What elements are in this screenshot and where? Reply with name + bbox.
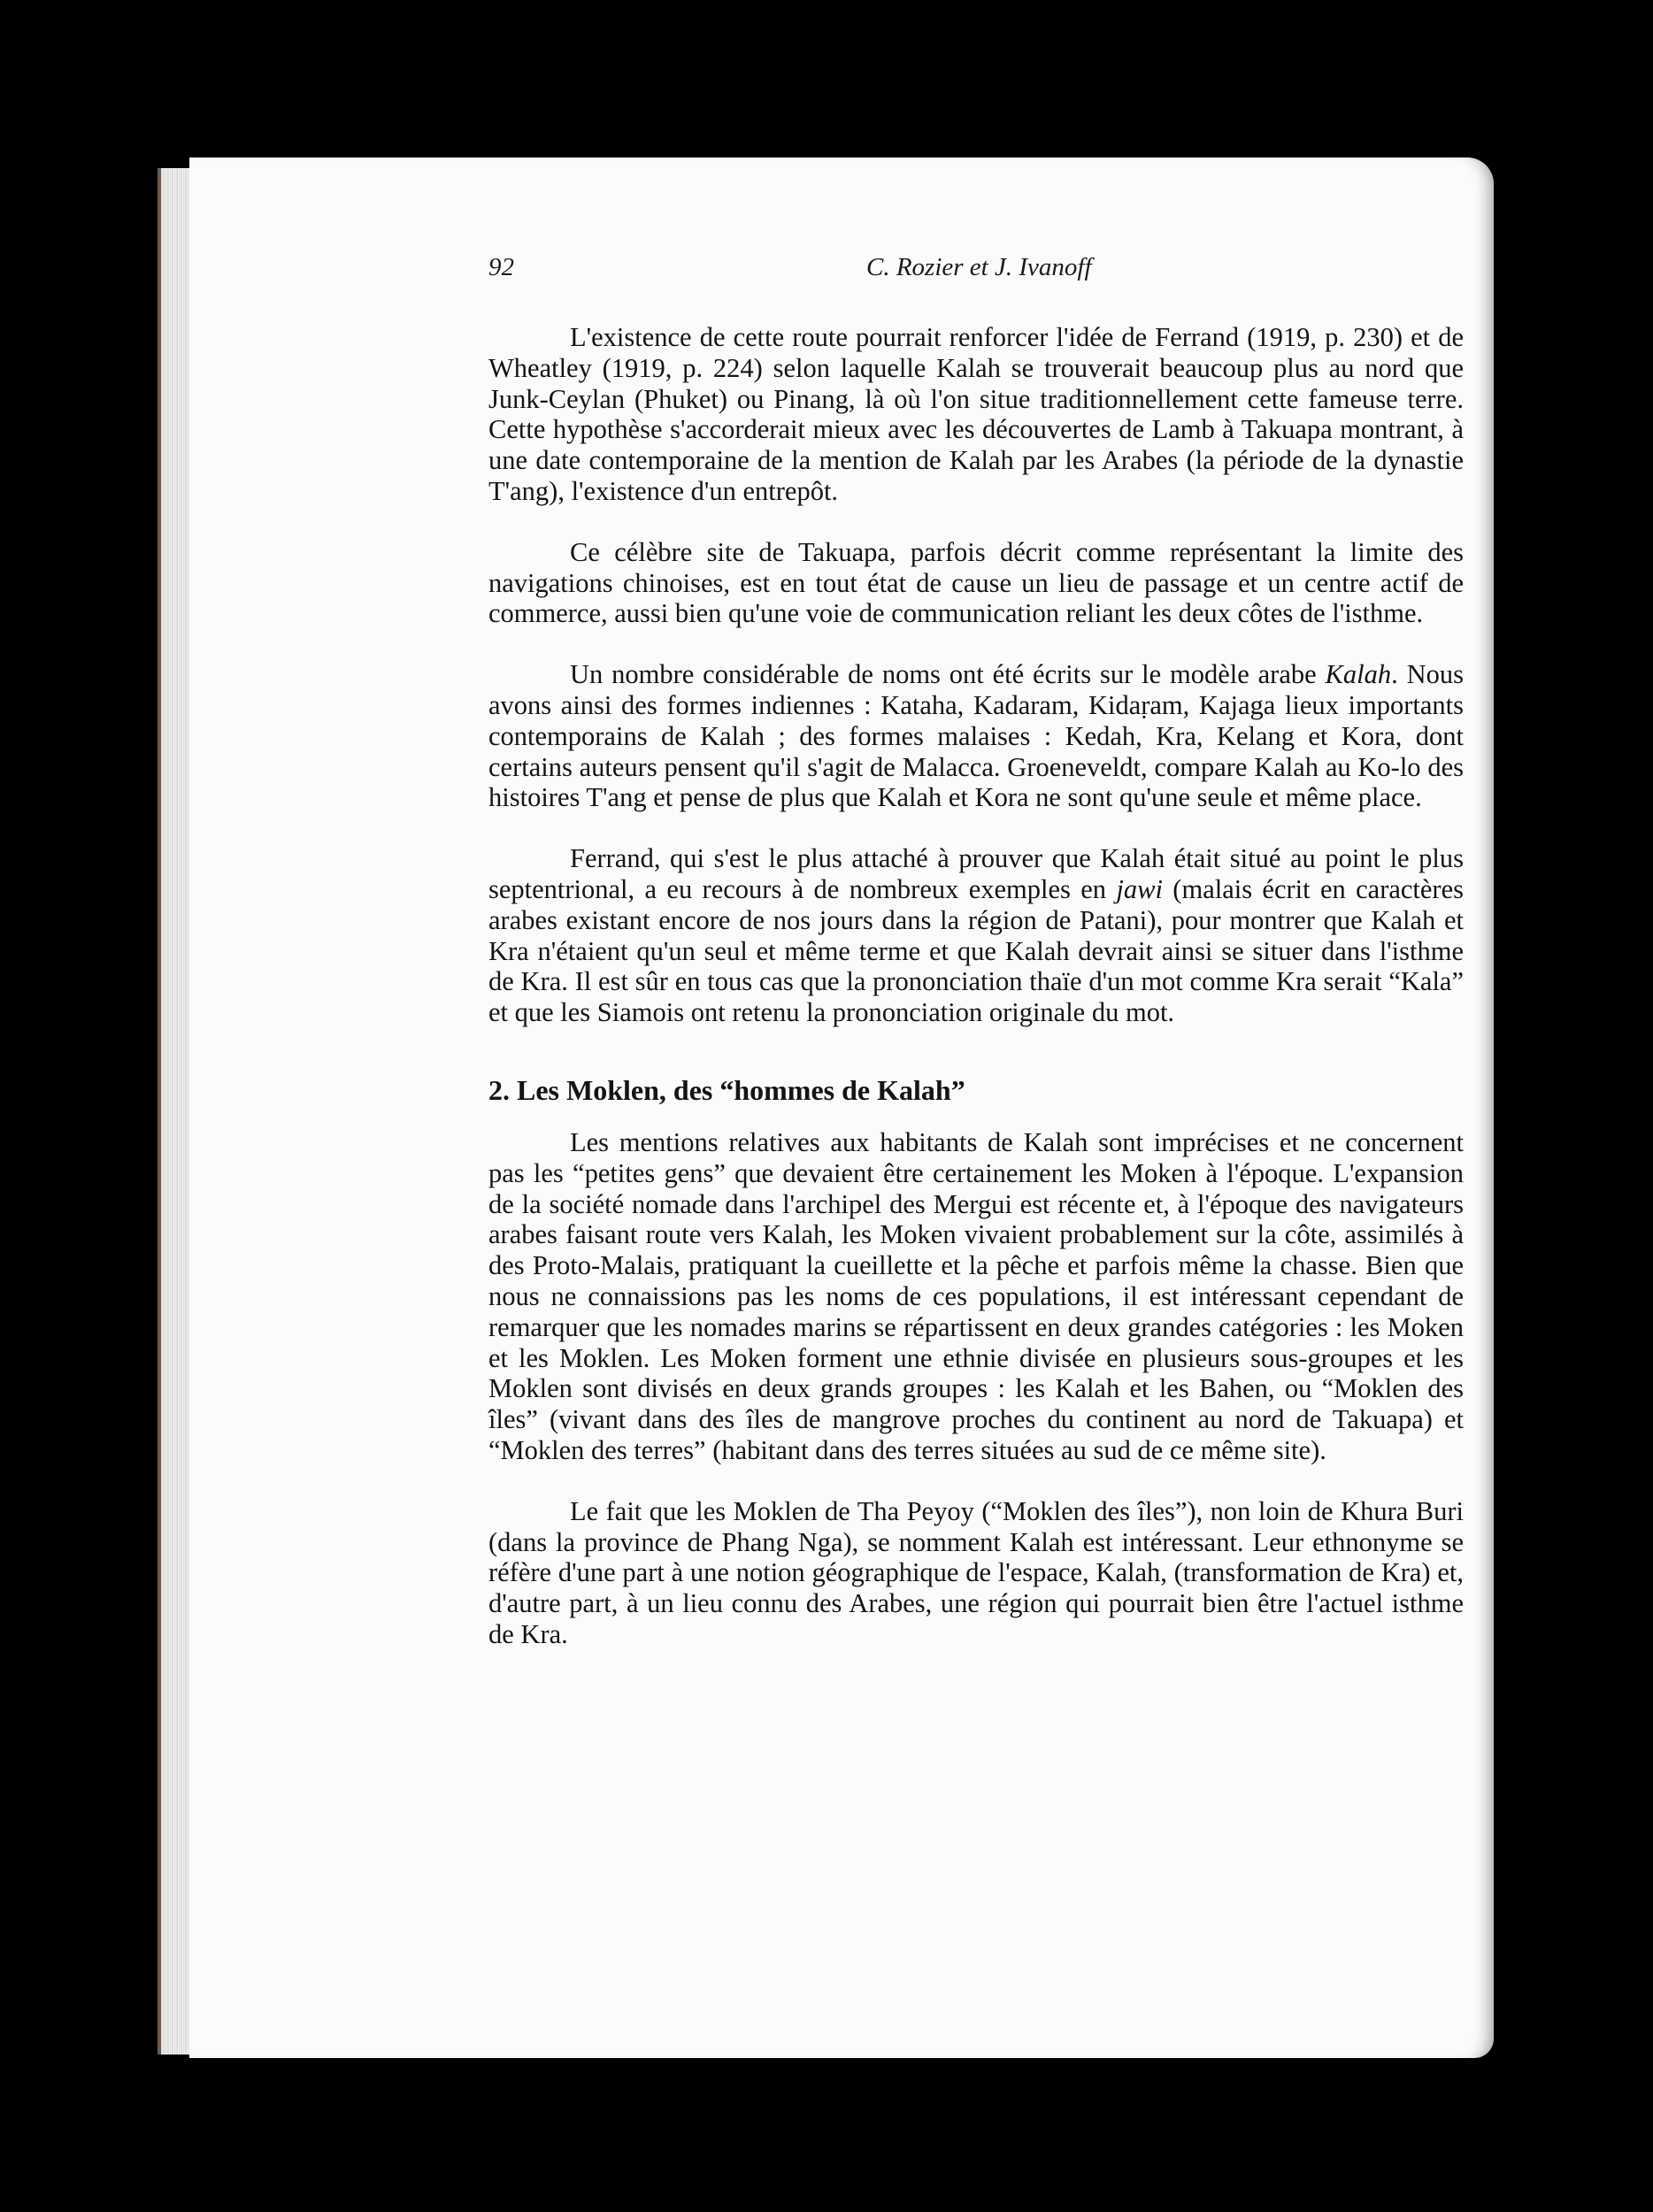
paragraph (488, 322, 1464, 507)
paragraph (488, 843, 1464, 1028)
paragraph-text: . Nous avons ainsi des formes indiennes : Kataha, Kadaram, Kidaṛam, Kajaga lieux importants contemporains de Kalah ; des formes malaises : Kedah, Kra, Kelang et Kora, dont certains auteurs pensent qu'il s'agit de Malacca. Groeneveldt, compare Kalah au Ko-lo des histoires T'ang et pense de plus que Kalah et Kora ne sont qu'une seule et même place. (488, 659, 1464, 813)
paragraph (488, 1496, 1464, 1650)
paragraphs-after-section (488, 1127, 1464, 1650)
paragraph (488, 1127, 1464, 1466)
paragraph (488, 659, 1464, 813)
paragraph (488, 537, 1464, 629)
paragraph-text: Un nombre considérable de noms ont été écrits sur le modèle arabe (570, 659, 1326, 690)
paragraph-text: Le fait que les Moklen de Tha Peyoy (“Moklen des îles”), non loin de Khura Buri (dans la province de Phang Nga), se nomment Kalah est intéressant. Leur ethnonyme se réfère d'une part à une notion géographique de l'espace, Kalah, (transformation de Kra) et, d'autre part, à un lieu connu des Arabes, une région qui pourrait bien être l'actuel isthme de Kra. (488, 1495, 1464, 1649)
running-head-authors: C. Rozier et J. Ivanoff (866, 253, 1092, 281)
italic-term: Kalah (1325, 659, 1392, 690)
italic-term: jawi (1116, 873, 1163, 904)
paragraph-text: Ce célèbre site de Takuapa, parfois décrit comme représentant la limite des navigations chinoises, est en tout état de cause un lieu de passage et un centre actif de commerce, aussi bien qu'une voie de communication reliant les deux côtes de l'isthme. (488, 536, 1464, 629)
page-sheet (189, 157, 1494, 2058)
paragraph-text: (malais écrit en caractères arabes existant encore de nos jours dans la région de Patani), pour montrer que Kalah et Kra n'étaient qu'un seul et même terme et que Kalah devrait ainsi se situer dans l'isthme de Kra. Il est sûr en tous cas que la prononciation thaïe d'un mot comme Kra serait “Kala” et que les Siamois ont retenu la prononciation originale du mot. (488, 873, 1464, 1028)
paragraph-text: Ferrand, qui s'est le plus attaché à prouver que Kalah était situé au point le plus septentrional, a eu recours à de nombreux exemples en (488, 843, 1464, 904)
section-heading: 2. Les Moklen, des “hommes de Kalah” (488, 1073, 965, 1106)
paragraphs-before-section (488, 322, 1464, 1028)
paragraph-text: L'existence de cette route pourrait renforcer l'idée de Ferrand (1919, p. 230) et de Wheatley (1919, p. 224) selon laquelle Kalah se trouverait beaucoup plus au nord que Junk-Ceylan (Phuket) ou Pinang, là où l'on situe traditionnellement cette fameuse terre. Cette hypothèse s'accorderait mieux avec les découvertes de Lamb à Takuapa montrant, à une date contemporaine de la mention de Kalah par les Arabes (la période de la dynastie T'ang), l'existence d'un entrepôt. (488, 322, 1464, 506)
paragraph-text: Les mentions relatives aux habitants de Kalah sont imprécises et ne concernent pas les “petites gens” que devaient être certainement les Moken à l'époque. L'expansion de la société nomade dans l'archipel des Mergui est récente et, à l'époque des navigateurs arabes faisant route vers Kalah, les Moken vivaient probablement sur la côte, assimilés à des Proto-Malais, pratiquant la cueillette et la pêche et parfois même la chasse. Bien que nous ne connaissions pas les noms de ces populations, il est intéressant cependant de remarquer que les nomades marins se répartissent en deux grandes catégories : les Moken et les Moklen. Les Moken forment une ethnie divisée en plusieurs sous-groupes et les Moklen sont divisés en deux grands groupes : les Kalah et les Bahen, ou “Moklen des îles” (vivant dans des îles de mangrove proches du continent au nord de Takuapa) et “Moklen des terres” (habitant dans des terres situées au sud de ce même site). (488, 1126, 1464, 1465)
running-head (488, 253, 1382, 288)
body-text (488, 322, 1464, 1650)
page-number: 92 (488, 253, 514, 281)
